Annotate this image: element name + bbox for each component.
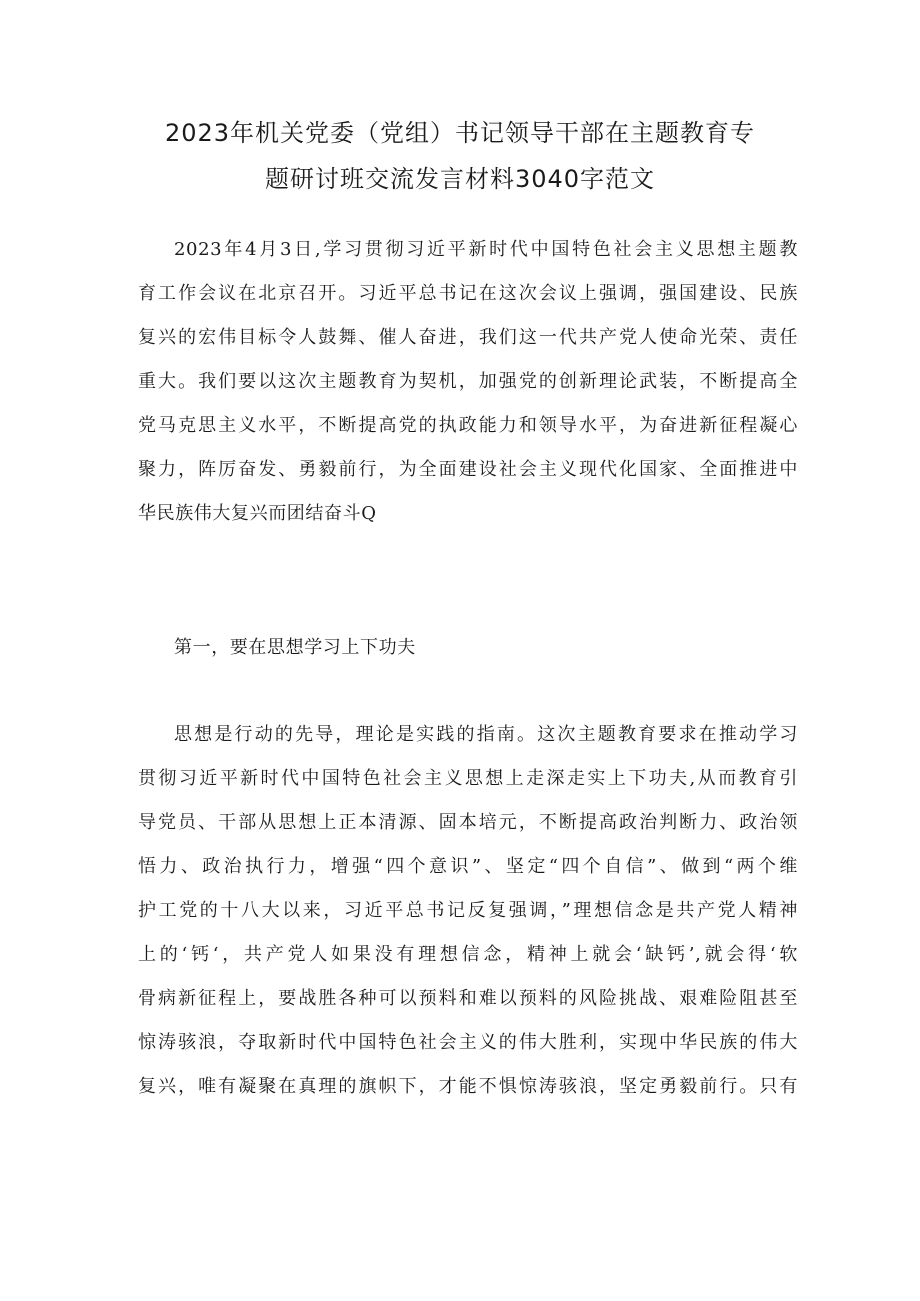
text-line: 复兴，唯有凝聚在真理的旗帜下，才能不惧惊涛骇浪，坚定勇毅前行。只有 — [138, 1076, 798, 1097]
text-line: 护工党的十八大以来，习近平总书记反复强调，”理想信念是共产党人精神 — [138, 900, 798, 921]
text-line: 贯彻习近平新时代中国特色社会主义思想上走深走实上下功夫,从而教育引 — [138, 768, 798, 789]
text-line: 党马克思主义水平，不断提高党的执政能力和领导水平，为奋进新征程凝心 — [138, 415, 798, 436]
section-heading-text: 第一，要在思想学习上下功夫 — [174, 637, 416, 658]
body-paragraph — [138, 713, 798, 1109]
title-line-2: 题研讨班交流发言材料3040字范文 — [264, 165, 656, 193]
text-line: 复兴的宏伟目标令人鼓舞、催人奋进，我们这一代共产党人使命光荣、责任 — [138, 327, 798, 348]
text-line: 重大。我们要以这次主题教育为契机，加强党的创新理论武装，不断提高全 — [138, 371, 798, 392]
text-line: 思想是行动的先导，理论是实践的指南。这次主题教育要求在推动学习 — [174, 724, 798, 745]
text-line: 聚力，阵厉奋发、勇毅前行，为全面建设社会主义现代化国家、全面推进中 — [138, 459, 798, 480]
text-line: 华民族伟大复兴而团结奋斗Q — [138, 503, 377, 524]
text-line: 导党员、干部从思想上正本清源、固本培元，不断提高政治判断力、政治领 — [138, 812, 798, 833]
title-line-1: 2023年机关党委（党组）书记领导干部在主题教育专 — [164, 119, 756, 147]
text-line: 育工作会议在北京召开。习近平总书记在这次会议上强调，强国建设、民族 — [138, 283, 798, 304]
document-title — [100, 110, 820, 202]
intro-paragraph — [138, 228, 798, 536]
text-line: 惊涛骇浪，夺取新时代中国特色社会主义的伟大胜利，实现中华民族的伟大 — [138, 1032, 798, 1053]
text-line: 2023年4月3日,学习贯彻习近平新时代中国特色社会主义思想主题教 — [174, 239, 798, 260]
text-line: 上的‘钙‘，共产党人如果没有理想信念，精神上就会‘缺钙’,就会得‘软 — [138, 944, 798, 965]
text-line: 悟力、政治执行力，增强“四个意识”、坚定“四个自信”、做到“两个维 — [138, 856, 798, 877]
section-heading — [138, 626, 798, 670]
text-line: 骨病新征程上，要战胜各种可以预料和难以预料的风险挑战、艰难险阻甚至 — [138, 988, 798, 1009]
